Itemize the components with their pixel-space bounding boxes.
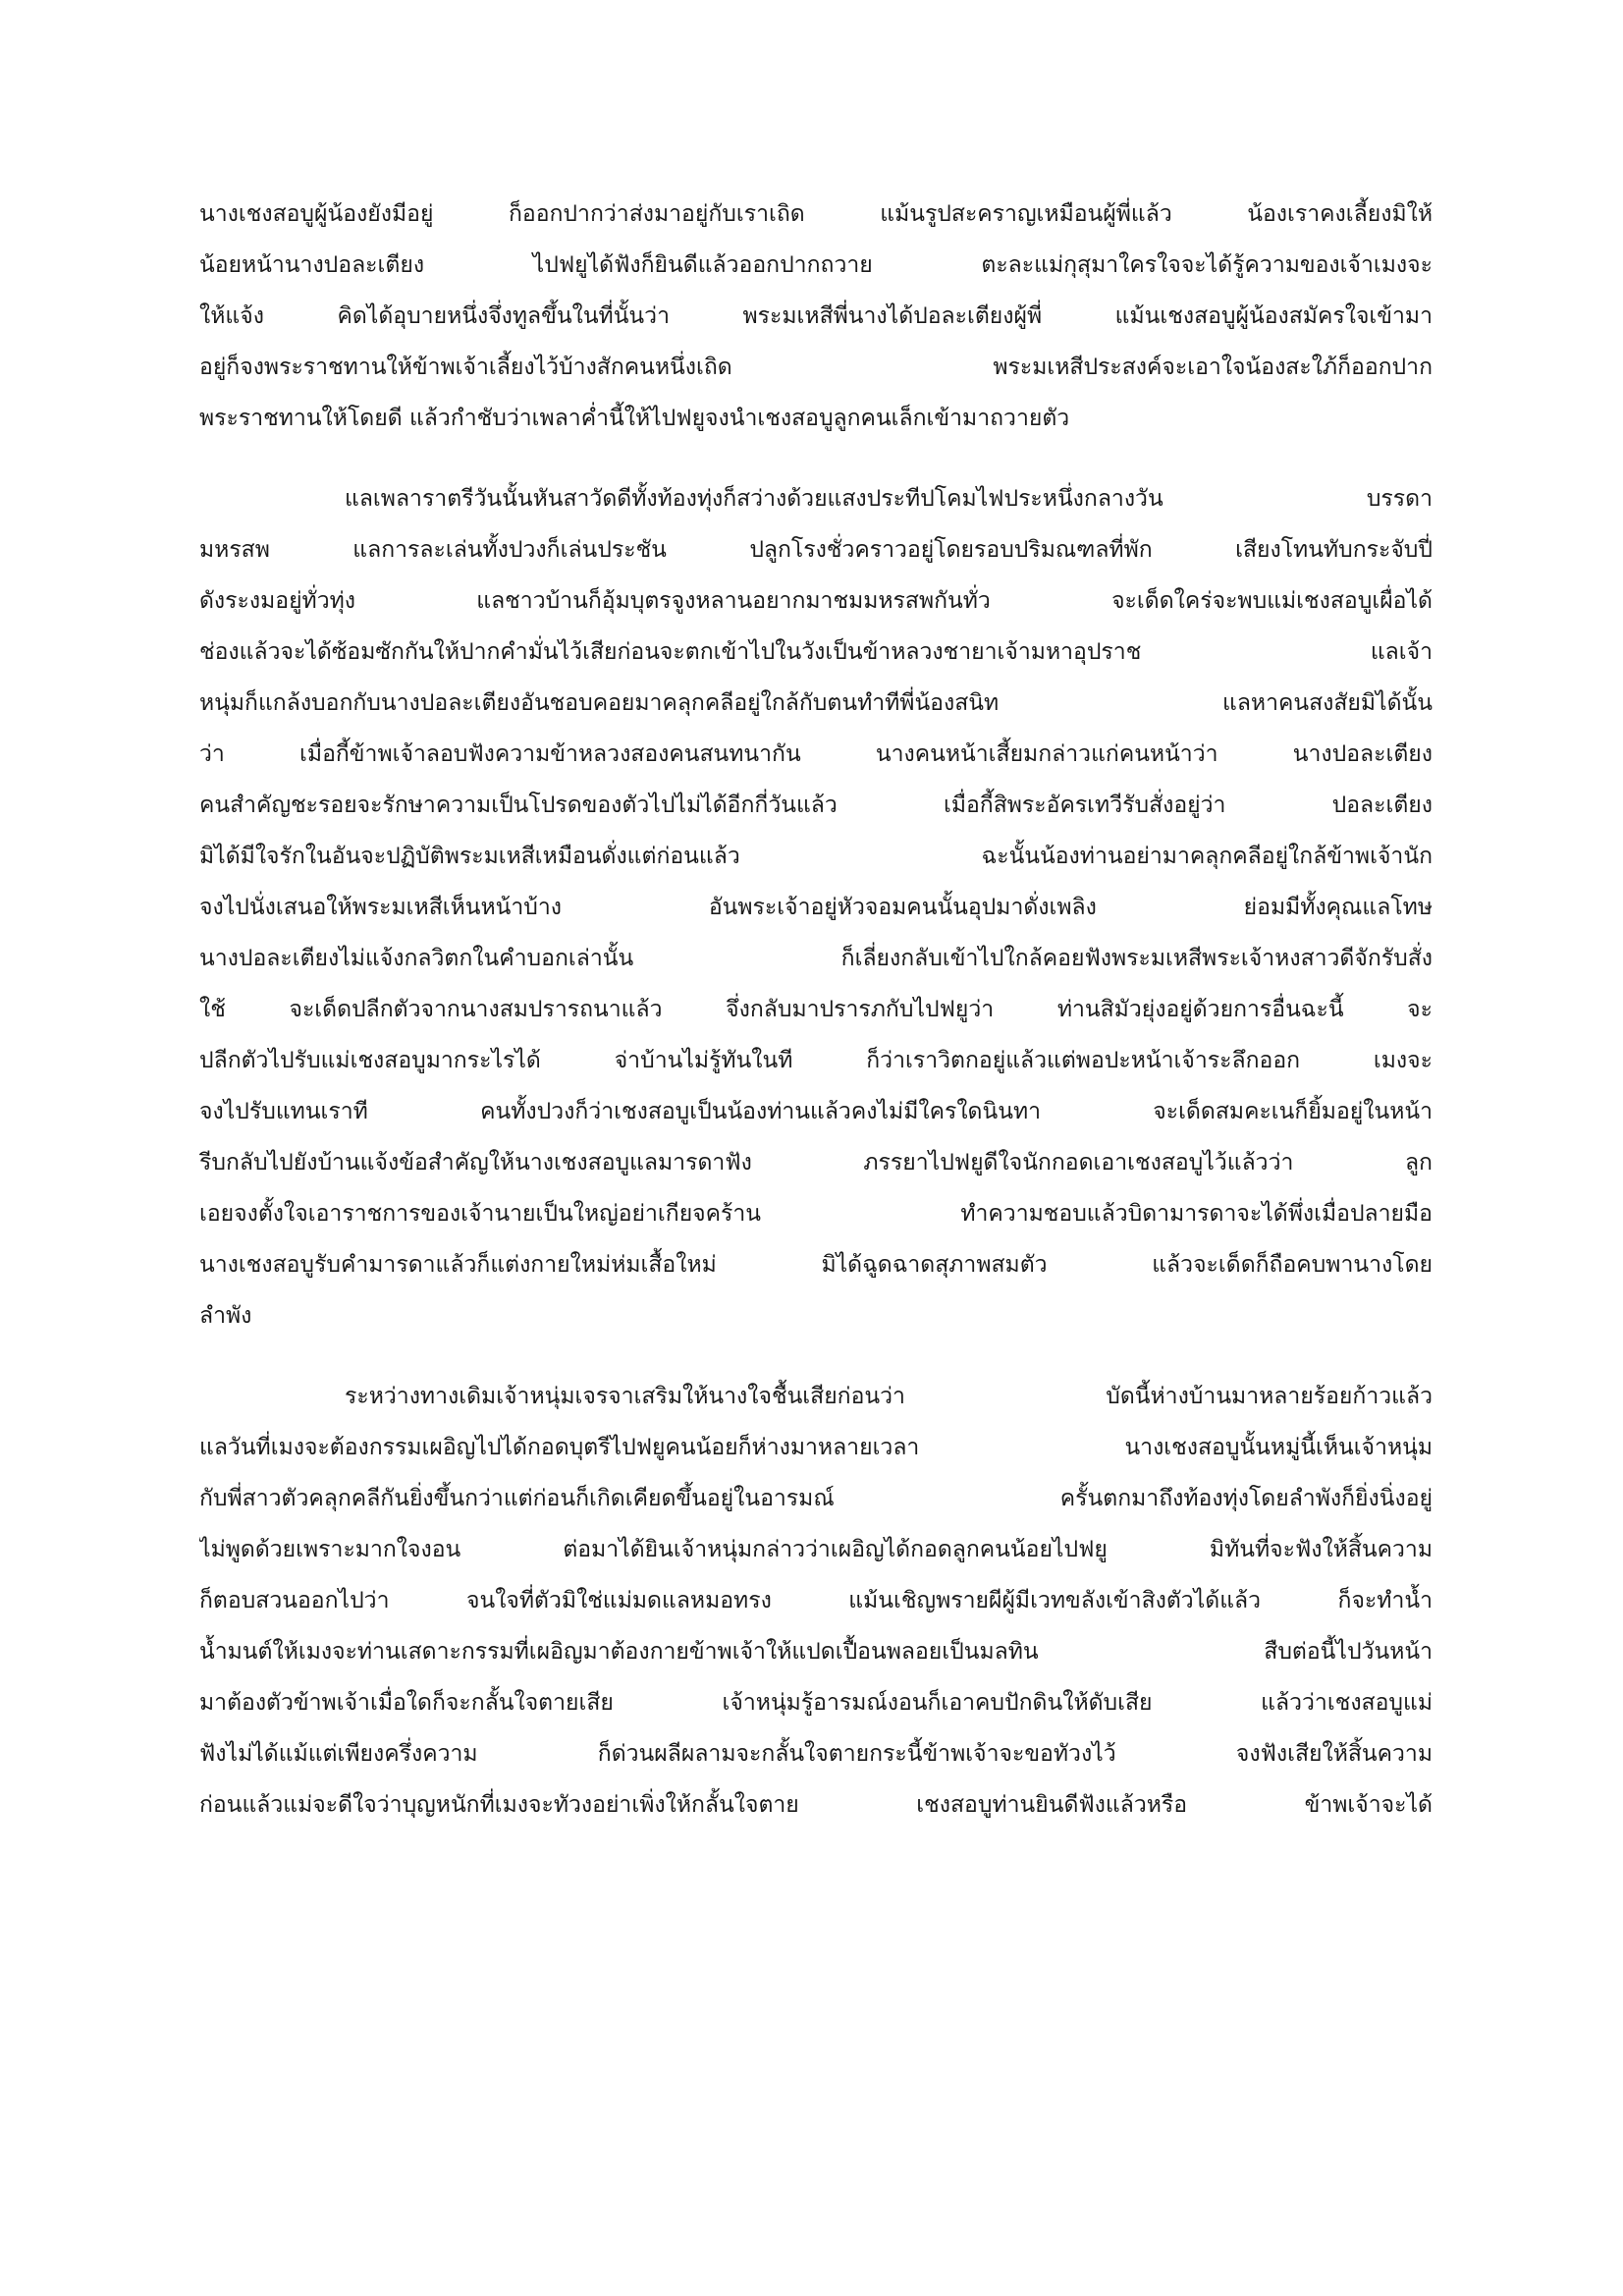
- text-line: ดังระงมอยู่ทั่วทุ่ง แลชาวบ้านก็อุ้มบุตรจูงหลานอยากมาชมมหรสพกันทั่ว จะเด็ดใคร่จะพบแม่เชงสอบูเผื่อได้: [199, 588, 1433, 614]
- paragraph-spacer: [199, 444, 1433, 473]
- text-line: ช่องแล้วจะได้ซ้อมซักกันให้ปากคำมั่นไว้เสียก่อนจะตกเข้าไปในวังเป็นข้าหลวงชายาเจ้ามหาอุปราช แลเจ้า: [199, 639, 1433, 665]
- text-line: คนสำคัญชะรอยจะรักษาความเป็นโปรดของตัวไปไม่ได้อีกกี่วันแล้ว เมื่อกี้สิพระอัครเทวีรับสั่งอยู่ว่า ปอละเตียง: [199, 793, 1433, 818]
- text-line: อยู่ก็จงพระราชทานให้ข้าพเจ้าเลี้ยงไว้บ้างสักคนหนึ่งเถิด พระมเหสีประสงค์จะเอาใจน้องสะใภ้ก็ออกปาก: [199, 355, 1433, 380]
- text-line: เอยจงตั้งใจเอาราชการของเจ้านายเป็นใหญ่อย่าเกียจคร้าน ทำความชอบแล้วบิดามารดาจะได้พึ่งเมื่อปลายมือ: [199, 1201, 1433, 1227]
- text-line: แลเพลาราตรีวันนั้นหันสาวัดดีทั้งท้องทุ่งก็สว่างด้วยแสงประทีปโคมไฟประหนึ่งกลางวัน บรรดา: [345, 486, 1433, 512]
- text-line: ฟังไม่ได้แม้แต่เพียงครึ่งความ ก็ด่วนผลีผลามจะกลั้นใจตายกระนี้ข้าพเจ้าจะขอทัวงไว้ จงฟังเสียให้สิ้นความ: [199, 1741, 1433, 1767]
- text-line: นางปอละเตียงไม่แจ้งกลวิตกในคำบอกเล่านั้น ก็เลี่ยงกลับเข้าไปใกล้คอยฟังพระมเหสีพระเจ้าหงสาวดีจักรับสั่ง: [199, 946, 1433, 971]
- text-line: ก็ตอบสวนออกไปว่า จนใจที่ตัวมิใช่แม่มดแลหมอทรง แม้นเชิญพรายผีผู้มีเวทขลังเข้าสิงตัวได้แล้ว ก็จะทำน้ำ: [199, 1588, 1433, 1613]
- paragraph-1: [199, 189, 1433, 444]
- text-line: ปลีกตัวไปรับแม่เชงสอบูมากระไรได้ จ่าบ้านไม่รู้ทันในที ก็ว่าเราวิตกอยู่แล้วแต่พอปะหน้าเจ้าระลึกออก เมงจะ: [199, 1048, 1433, 1073]
- text-line: มิได้มีใจรักในอันจะปฏิบัติพระมเหสีเหมือนดั่งแต่ก่อนแล้ว ฉะนั้นน้องท่านอย่ามาคลุกคลีอยู่ใกล้ข้าพเจ้านัก: [199, 844, 1433, 869]
- text-line: หนุ่มก็แกล้งบอกกับนางปอละเตียงอันชอบคอยมาคลุกคลีอยู่ใกล้กับตนทำทีพี่น้องสนิท แลหาคนสงสัยมิได้นั้น: [199, 690, 1433, 716]
- text-line: ระหว่างทางเดิมเจ้าหนุ่มเจรจาเสริมให้นางใจชื้นเสียก่อนว่า บัดนี้ห่างบ้านมาหลายร้อยก้าวแล้ว: [345, 1384, 1433, 1409]
- text-line: ไม่พูดด้วยเพราะมากใจงอน ต่อมาได้ยินเจ้าหนุ่มกล่าวว่าเผอิญได้กอดลูกคนน้อยไปฟยู มิทันที่จะฟังให้สิ้นความ: [199, 1537, 1433, 1562]
- text-line: นางเชงสอบูรับคำมารดาแล้วก็แต่งกายใหม่ห่มเสื้อใหม่ มิได้ฉูดฉาดสุภาพสมตัว แล้วจะเด็ดก็ถือคบพานางโดย: [199, 1252, 1433, 1278]
- text-line: นางเชงสอบูผู้น้องยังมีอยู่ ก็ออกปากว่าส่งมาอยู่กับเราเถิด แม้นรูปสะคราญเหมือนผู้พี่แล้ว น้องเราคงเลี้ยงมิให้: [199, 201, 1433, 227]
- text-line: จงไปนั่งเสนอให้พระมเหสีเห็นหน้าบ้าง อันพระเจ้าอยู่หัวจอมคนนั้นอุปมาดั่งเพลิง ย่อมมีทั้งคุณแลโทษ: [199, 895, 1433, 920]
- paragraph-spacer: [199, 1341, 1433, 1371]
- text-line: พระราชทานให้โดยดี แล้วกำชับว่าเพลาค่ำนี้ให้ไปฟยูจงนำเชงสอบูลูกคนเล็กเข้ามาถวายตัว: [199, 406, 1070, 431]
- text-line: มหรสพ แลการละเล่นทั้งปวงก็เล่นประชัน ปลูกโรงชั่วคราวอยู่โดยรอบปริมณฑลที่พัก เสียงโทนทับกระจับปี่: [199, 537, 1433, 563]
- paragraph-2: [199, 473, 1433, 1341]
- text-line: ให้แจ้ง คิดได้อุบายหนึ่งจึ่งทูลขึ้นในที่นั้นว่า พระมเหสีพี่นางได้ปอละเตียงผู้พี่ แม้นเชงสอบูผู้น้องสมัครใจเข้ามา: [199, 303, 1433, 329]
- paragraph-3: [199, 1371, 1433, 1831]
- text-line: ลำพัง: [199, 1303, 252, 1329]
- text-line: มาต้องตัวข้าพเจ้าเมื่อใดก็จะกลั้นใจตายเสีย เจ้าหนุ่มรู้อารมณ์งอนก็เอาคบปักดินให้ดับเสีย แล้วว่าเชงสอบูแม่: [199, 1690, 1433, 1716]
- text-line: รีบกลับไปยังบ้านแจ้งข้อสำคัญให้นางเชงสอบูแลมารดาฟัง ภรรยาไปฟยูดีใจนักกอดเอาเชงสอบูไว้แล้วว่า ลูก: [199, 1150, 1433, 1175]
- text-line: น้อยหน้านางปอละเตียง ไปฟยูได้ฟังก็ยินดีแล้วออกปากถวาย ตะละแม่กุสุมาใครใจจะได้รู้ความของเจ้าเมงจะ: [199, 252, 1433, 278]
- text-line: ว่า เมื่อกี้ข้าพเจ้าลอบฟังความข้าหลวงสองคนสนทนากัน นางคนหน้าเสี้ยมกล่าวแก่คนหน้าว่า นางปอละเตียง: [199, 741, 1433, 767]
- text-line: จงไปรับแทนเราที คนทั้งปวงก็ว่าเชงสอบูเป็นน้องท่านแล้วคงไม่มีใครใดนินทา จะเด็ดสมคะเนก็ยิ้มอยู่ในหน้า: [199, 1099, 1433, 1124]
- text-line: ก่อนแล้วแม่จะดีใจว่าบุญหนักที่เมงจะทัวงอย่าเพิ่งให้กลั้นใจตาย เชงสอบูท่านยินดีฟังแล้วหรือ ข้าพเจ้าจะได้: [199, 1792, 1433, 1818]
- text-line: ใช้ จะเด็ดปลีกตัวจากนางสมปรารถนาแล้ว จึ่งกลับมาปรารภกับไปฟยูว่า ท่านสิมัวยุ่งอยู่ด้วยการอื่นฉะนี้ จะ: [199, 997, 1433, 1022]
- text-line: กับพี่สาวตัวคลุกคลีกันยิ่งขึ้นกว่าแต่ก่อนก็เกิดเคียดขึ้นอยู่ในอารมณ์ ครั้นตกมาถึงท้องทุ่งโดยลำพังก็ยิ่งนิ่งอยู่: [199, 1486, 1433, 1511]
- text-line: แลวันที่เมงจะต้องกรรมเผอิญไปได้กอดบุตรีไปฟยูคนน้อยก็ห่างมาหลายเวลา นางเชงสอบูนั้นหมู่นี้เห็นเจ้าหนุ่ม: [199, 1435, 1433, 1460]
- document-body: [199, 189, 1433, 1831]
- text-line: น้ำมนต์ให้เมงจะท่านเสดาะกรรมที่เผอิญมาต้องกายข้าพเจ้าให้แปดเปื้อนพลอยเป็นมลทิน สืบต่อนี้ไปวันหน้า: [199, 1639, 1433, 1665]
